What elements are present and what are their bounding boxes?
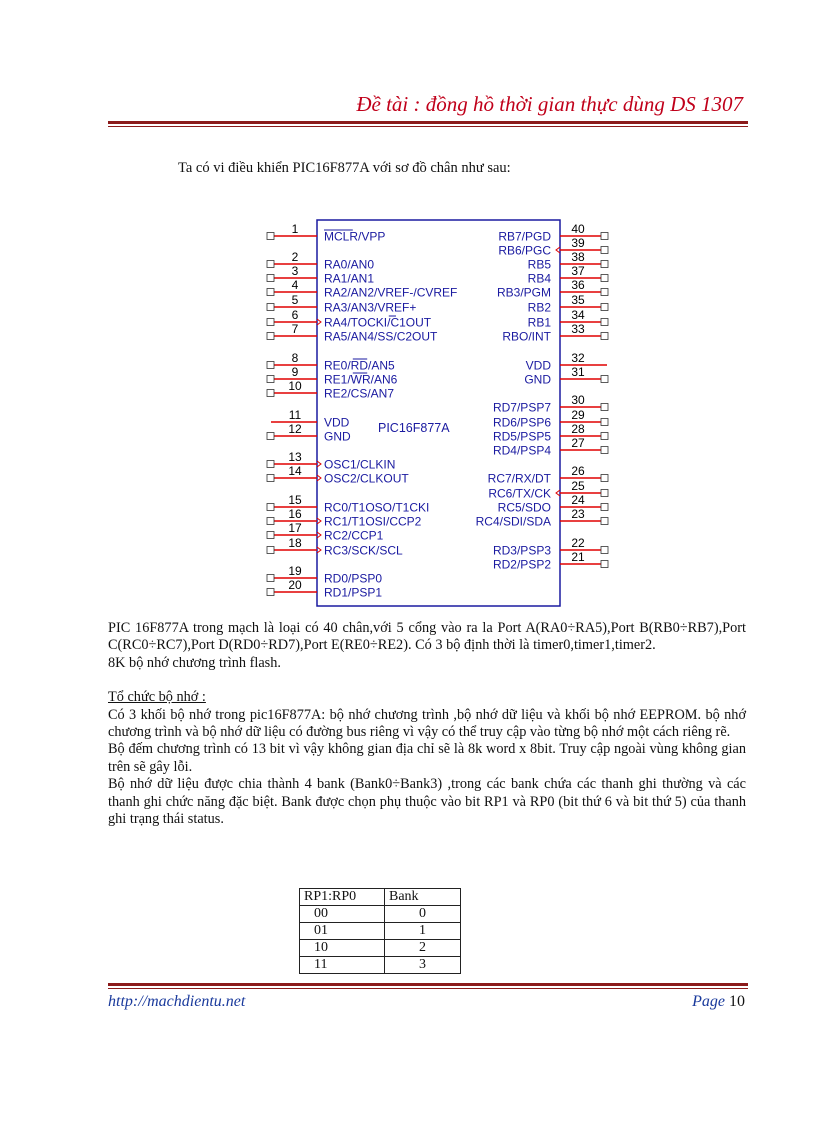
pin-label: RC5/SDO xyxy=(497,500,551,515)
page-label: Page xyxy=(692,993,725,1010)
pin-label: RC1/T1OSI/CCP2 xyxy=(324,514,422,529)
pin-number: 29 xyxy=(571,408,585,422)
pin-terminal xyxy=(601,547,608,554)
pin-terminal xyxy=(267,575,274,582)
paragraph-memory-blocks: Có 3 khối bộ nhớ trong pic16F877A: bộ nhớ chương trình ,bộ nhớ dữ liệu và khối bộ nhớ EEPROM. bộ nhớ chương trình và bộ nhớ dữ liệu có đường bus riêng vì vậy có thể truy cập vào từng bộ nhớ một cách riêng rẽ. xyxy=(108,706,746,741)
pin-label: RD5/PSP5 xyxy=(492,429,551,444)
pin-number: 23 xyxy=(571,507,585,521)
pin-label: RB5 xyxy=(527,257,551,272)
pin-terminal xyxy=(267,532,274,539)
table-header-row xyxy=(300,889,461,906)
paragraph-program-counter: Bộ đếm chương trình có 13 bit vì vậy không gian địa chỉ sẽ là 8k word x 8bit. Truy cập ngoài vùng không gian trên sẽ gây lỗi. xyxy=(108,741,746,775)
pin-label: OSC1/CLKIN xyxy=(324,457,396,472)
pin-label: MCLR/VPP xyxy=(324,229,386,244)
pin-number: 37 xyxy=(571,264,585,278)
pin-label: RD7/PSP7 xyxy=(492,400,551,415)
header-rule-thin xyxy=(108,126,748,127)
pin-terminal xyxy=(267,475,274,482)
pin-label: RD1/PSP1 xyxy=(324,585,383,600)
pin-label: RD2/PSP2 xyxy=(492,557,551,572)
pin-number: 16 xyxy=(288,507,302,521)
pin-number: 9 xyxy=(291,365,299,379)
table-cell: 3 xyxy=(385,957,461,974)
pin-number: 27 xyxy=(571,436,585,450)
pin-label: RB2 xyxy=(527,300,551,315)
table-header-bank: Bank xyxy=(385,889,461,906)
header-rule xyxy=(108,121,748,124)
pin-terminal xyxy=(267,319,274,326)
pin-number: 1 xyxy=(291,222,299,236)
table-row xyxy=(300,957,461,974)
pin-label: GND xyxy=(324,429,351,444)
pin-number: 7 xyxy=(291,322,299,336)
body-text xyxy=(108,620,746,828)
table-cell: 2 xyxy=(385,940,461,957)
pin-number: 32 xyxy=(571,351,585,365)
pin-label: RC2/CCP1 xyxy=(324,528,384,543)
pin-label: RD6/PSP6 xyxy=(492,415,551,430)
pin-terminal xyxy=(601,319,608,326)
pin-terminal xyxy=(601,504,608,511)
pin-number: 26 xyxy=(571,464,585,478)
pin-label: RD4/PSP4 xyxy=(492,443,551,458)
pin-terminal xyxy=(601,376,608,383)
page-header-title: Đề tài : đồng hồ thời gian thực dùng DS 1307 xyxy=(356,92,743,116)
pin-terminal xyxy=(601,433,608,440)
pinout-diagram xyxy=(255,212,620,612)
table-cell: 01 xyxy=(300,923,385,940)
pin-terminal xyxy=(267,589,274,596)
table-row xyxy=(300,923,461,940)
pin-terminal xyxy=(267,362,274,369)
pin-number: 8 xyxy=(291,351,299,365)
table-cell: 1 xyxy=(385,923,461,940)
pin-terminal xyxy=(601,475,608,482)
pin-terminal xyxy=(267,376,274,383)
pin-number: 36 xyxy=(571,278,585,292)
pin-terminal xyxy=(267,233,274,240)
pin-number: 38 xyxy=(571,250,585,264)
pin-label: OSC2/CLKOUT xyxy=(324,471,409,486)
paragraph-flash: 8K bộ nhớ chương trình flash. xyxy=(108,654,281,671)
pin-terminal xyxy=(267,304,274,311)
table-cell: 11 xyxy=(300,957,385,974)
pin-label: RC6/TX/CK xyxy=(488,486,551,501)
pin-terminal xyxy=(601,304,608,311)
pin-terminal xyxy=(601,233,608,240)
pin-label: RB3/PGM xyxy=(496,285,551,300)
pin-label: RB7/PGD xyxy=(498,229,551,244)
pin-terminal xyxy=(601,333,608,340)
pin-number: 14 xyxy=(288,464,302,478)
pin-label: RB6/PGC xyxy=(498,243,551,258)
pin-label: RD3/PSP3 xyxy=(492,543,551,558)
pin-number: 28 xyxy=(571,422,585,436)
table-cell: 00 xyxy=(300,906,385,923)
pin-label: RE0/RD/AN5 xyxy=(324,358,395,373)
pin-terminal xyxy=(267,390,274,397)
pin-terminal xyxy=(267,261,274,268)
pin-terminal xyxy=(601,419,608,426)
pin-terminal xyxy=(267,504,274,511)
pin-label: RE2/CS/AN7 xyxy=(324,386,395,401)
chip-name: PIC16F877A xyxy=(378,421,450,435)
table-cell: 0 xyxy=(385,906,461,923)
pin-terminal xyxy=(267,333,274,340)
pin-terminal xyxy=(267,461,274,468)
pin-label: RC7/RX/DT xyxy=(487,471,551,486)
pin-number: 18 xyxy=(288,536,302,550)
pin-terminal xyxy=(601,275,608,282)
pin-terminal xyxy=(267,275,274,282)
footer-page-number xyxy=(692,993,745,1011)
pin-label: RE1/WR/AN6 xyxy=(324,372,398,387)
pin-terminal xyxy=(267,433,274,440)
pin-label: RC3/SCK/SCL xyxy=(324,543,403,558)
pin-terminal xyxy=(267,518,274,525)
bank-select-table xyxy=(299,888,461,974)
pin-number: 17 xyxy=(288,521,302,535)
pin-number: 10 xyxy=(288,379,302,393)
pin-terminal xyxy=(601,289,608,296)
pin-number: 24 xyxy=(571,493,585,507)
pin-terminal xyxy=(601,261,608,268)
pin-terminal xyxy=(601,247,608,254)
pin-label: RA3/AN3/VREF+ xyxy=(324,300,417,315)
pin-label: VDD xyxy=(525,358,551,373)
table-row xyxy=(300,940,461,957)
pin-number: 11 xyxy=(288,408,302,422)
pin-number: 30 xyxy=(571,393,585,407)
pin-number: 39 xyxy=(571,236,585,250)
pin-label: RB4 xyxy=(527,271,551,286)
table-row xyxy=(300,906,461,923)
pin-label: RA5/AN4/SS/C2OUT xyxy=(324,329,438,344)
pin-label: RC0/T1OSO/T1CKI xyxy=(324,500,430,515)
pin-label: RA0/AN0 xyxy=(324,257,375,272)
page-number: 10 xyxy=(729,993,745,1010)
intro-sentence: Ta có vi điều khiển PIC16F877A với sơ đồ chân như sau: xyxy=(178,160,511,176)
pin-number: 19 xyxy=(288,564,302,578)
pin-number: 3 xyxy=(291,264,299,278)
paragraph-ports: PIC 16F877A trong mạch là loại có 40 chân,với 5 cổng vào ra la Port A(RA0÷RA5),Port B(RB0÷RB7),Port C(RC0÷RC7),Port D(RD0÷RD7),Port E(RE0÷RE2). Có 3 bộ định thời là timer0,timer1,timer2. xyxy=(108,620,746,654)
pin-number: 13 xyxy=(288,450,302,464)
pin-number: 35 xyxy=(571,293,585,307)
pin-terminal xyxy=(601,447,608,454)
pin-label: RA4/TOCKI/C1OUT xyxy=(324,315,432,330)
pin-terminal xyxy=(601,404,608,411)
pin-terminal xyxy=(267,289,274,296)
pin-number: 6 xyxy=(291,308,299,322)
pin-terminal xyxy=(601,561,608,568)
pin-number: 5 xyxy=(291,293,299,307)
pin-number: 4 xyxy=(291,278,299,292)
pin-terminal xyxy=(601,490,608,497)
pin-number: 21 xyxy=(571,550,585,564)
pin-number: 2 xyxy=(291,250,299,264)
pin-number: 40 xyxy=(571,222,585,236)
pin-number: 12 xyxy=(288,422,302,436)
pin-number: 31 xyxy=(571,365,585,379)
pin-label: RB1 xyxy=(527,315,551,330)
section-heading-memory: Tổ chức bộ nhớ : xyxy=(108,689,206,706)
pin-terminal xyxy=(267,547,274,554)
pin-label: GND xyxy=(524,372,551,387)
paragraph-data-memory: Bộ nhớ dữ liệu được chia thành 4 bank (Bank0÷Bank3) ,trong các bank chứa các thanh ghi thường và các thanh ghi chức năng đặc biệt. Bank được chọn phụ thuộc vào bit RP1 và RP0 (bit thứ 6 và bit thứ 5) của thanh ghi trạng thái status. xyxy=(108,776,746,828)
footer-website-link[interactable]: http://machdientu.net xyxy=(108,993,246,1010)
pin-terminal xyxy=(601,518,608,525)
table-header-rp: RP1:RP0 xyxy=(300,889,385,906)
pin-number: 20 xyxy=(288,578,302,592)
pin-label: RBO/INT xyxy=(502,329,551,344)
pin-number: 34 xyxy=(571,308,585,322)
pin-number: 22 xyxy=(571,536,585,550)
footer-rule-thin xyxy=(108,988,748,989)
pin-label: RD0/PSP0 xyxy=(324,571,383,586)
pin-label: RA1/AN1 xyxy=(324,271,375,286)
pin-label: RC4/SDI/SDA xyxy=(475,514,551,529)
pin-number: 33 xyxy=(571,322,585,336)
footer-rule xyxy=(108,983,748,986)
pin-label: VDD xyxy=(324,415,350,430)
table-cell: 10 xyxy=(300,940,385,957)
pin-label: RA2/AN2/VREF-/CVREF xyxy=(324,285,458,300)
pin-number: 25 xyxy=(571,479,585,493)
pin-number: 15 xyxy=(288,493,302,507)
